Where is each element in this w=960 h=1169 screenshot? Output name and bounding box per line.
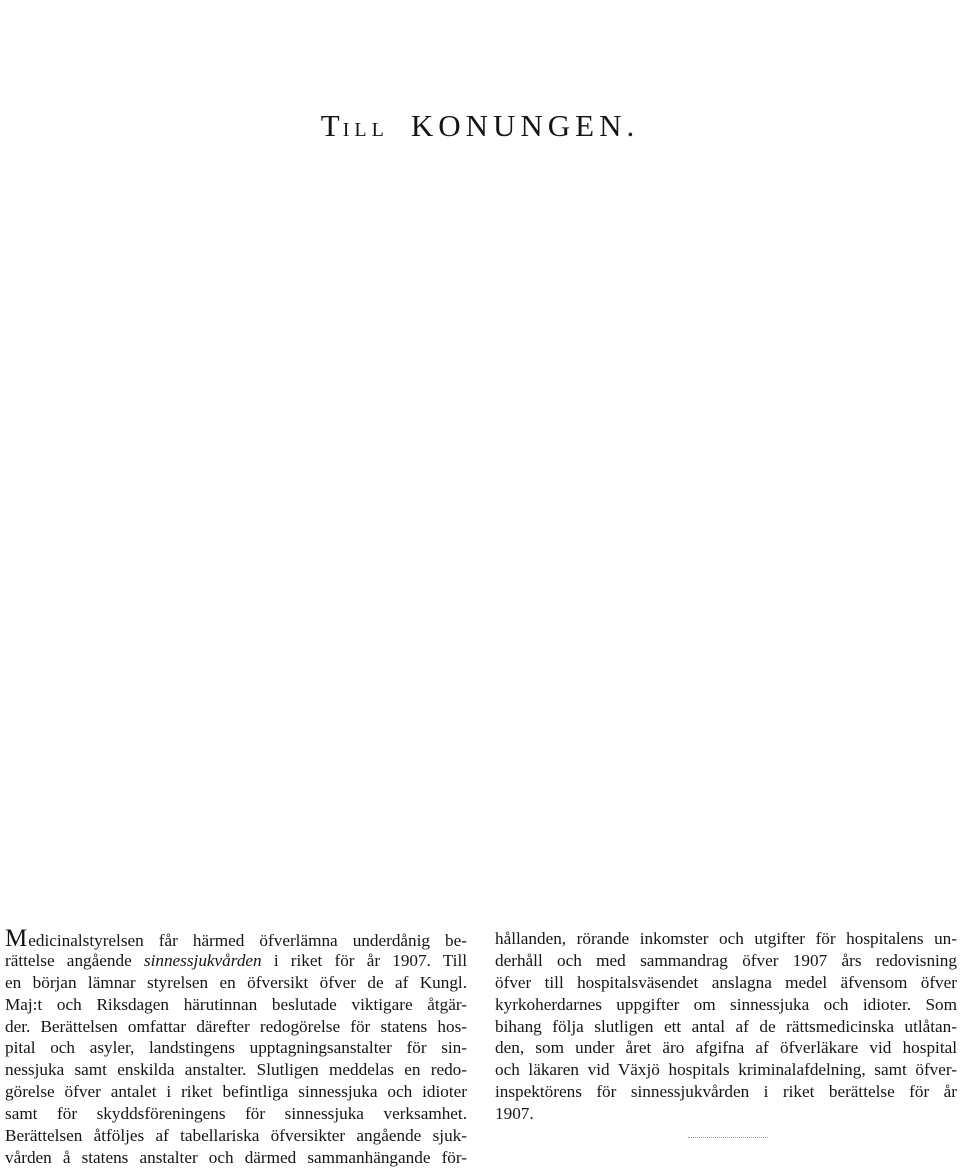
paragraph-line-6: pital och asyler, landstingens upptagningsanstalter för sin- xyxy=(5,1038,467,1058)
title-word1-initial: T xyxy=(320,108,343,143)
paragraph-line-19: inspektörens för sinnessjukvården i riket berättelse för år xyxy=(495,1082,957,1102)
italic-term: sinnessjukvården xyxy=(143,950,262,970)
title-word2: KONUNGEN. xyxy=(410,108,640,143)
paragraph-line-5: der. Berättelsen omfattar därefter redogörelse för statens hos- xyxy=(5,1016,467,1036)
paragraph-line-18: och läkaren vid Växjö hospitals kriminalafdelning, samt öfver- xyxy=(495,1060,957,1080)
paragraph-line-20: 1907. xyxy=(495,1104,534,1124)
paragraph-line-3: en början lämnar styrelsen en öfversikt öfver de af Kungl. xyxy=(5,972,467,992)
title-word1-rest: ILL xyxy=(342,119,389,141)
paragraph-line-12: hållanden, rörande inkomster och utgifter för hospitalens un- xyxy=(495,929,957,948)
right-column xyxy=(495,928,957,1125)
paragraph-line-16: bihang följa slutligen ett antal af de rättsmedicinska utlåtan- xyxy=(495,1016,957,1036)
paragraph-line-11: vården å statens anstalter och därmed sammanhängande för- xyxy=(5,1147,467,1167)
paragraph-line-15: kyrkoherdarnes uppgifter om sinnessjuka och idioter. Som xyxy=(495,994,957,1014)
drop-cap: M xyxy=(5,925,28,952)
paragraph-line-8: görelse öfver antalet i riket befintliga sinnessjuka och idioter xyxy=(5,1082,467,1102)
paragraph-line-13: derhåll och med sammandrag öfver 1907 års redovisning xyxy=(495,950,957,970)
print-artifact xyxy=(688,1137,768,1140)
paragraph-line-17: den, som under året äro afgifna af öfverläkare vid hospital xyxy=(495,1038,957,1058)
paragraph-line-14: öfver till hospitalsväsendet anslagna medel äfvensom öfver xyxy=(495,972,957,992)
paragraph-line-9: samt för skyddsföreningens för sinnessjuka verksamhet. xyxy=(5,1104,467,1124)
paragraph-line-10: Berättelsen åtföljes af tabellariska öfversikter angående sjuk- xyxy=(5,1126,467,1146)
page-title xyxy=(0,108,960,144)
paragraph-line-2: rättelse angående sinnessjukvården i riket för år 1907. Till xyxy=(5,950,467,970)
paragraph-line-4: Maj:t och Riksdagen härutinnan beslutade viktigare åtgär- xyxy=(5,994,467,1014)
paragraph-line-7: nessjuka samt enskilda anstalter. Slutligen meddelas en redo- xyxy=(5,1060,467,1080)
paragraph-line-1: Medicinalstyrelsen får härmed öfverlämna underdånig be- xyxy=(5,925,467,952)
left-column xyxy=(5,925,467,1169)
